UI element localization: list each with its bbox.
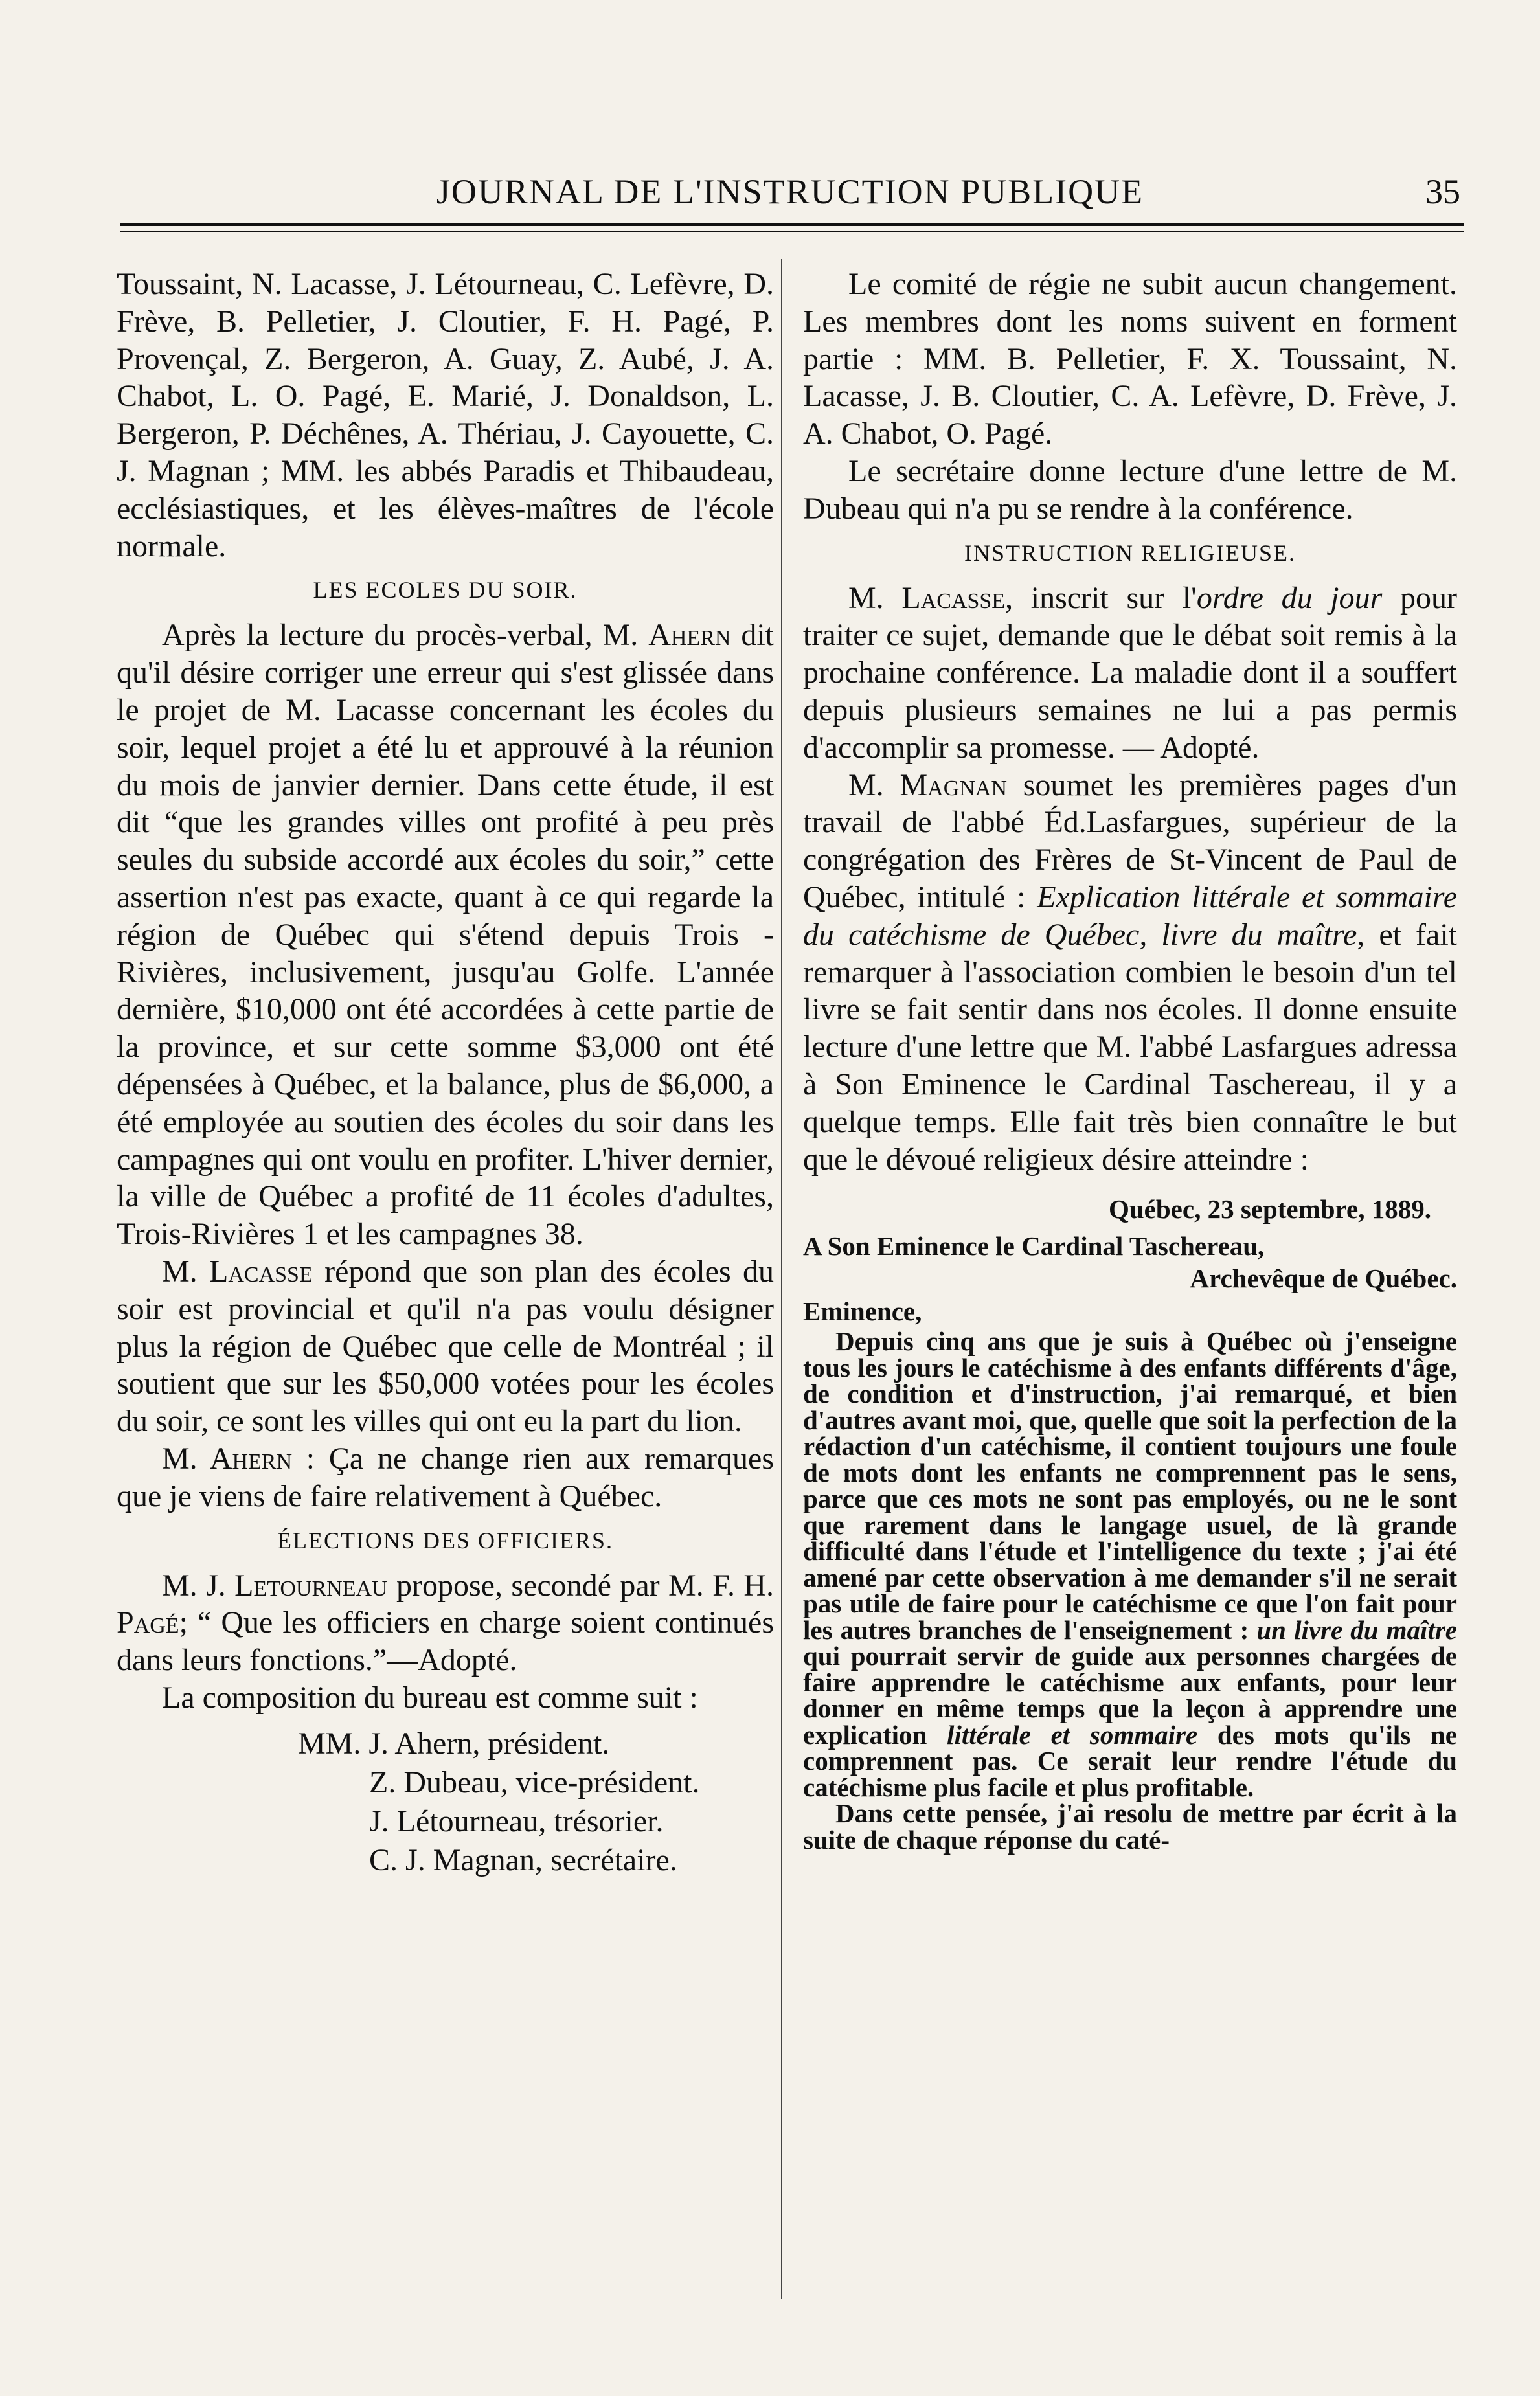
journal-title: JOURNAL DE L'INSTRUCTION PUBLIQUE: [436, 172, 1144, 211]
book-title: Explication littérale et sommaire du catéchisme de Québec, livre du maître: [803, 879, 1457, 952]
officer-line: Z. Dubeau, vice-président.: [369, 1765, 700, 1800]
column-divider: [781, 259, 782, 2299]
paragraph: [803, 453, 1457, 528]
letter-paragraph: [803, 1328, 1457, 1800]
paragraph-text: Après la lecture du procès-verbal, M.: [162, 618, 639, 653]
italic-text: un livre du maître: [1256, 1614, 1457, 1645]
paragraph-text: M. J.: [162, 1568, 226, 1603]
paragraph: [117, 1253, 774, 1440]
right-column: [803, 266, 1457, 1853]
paragraph-text: propose, secondé par M. F. H.: [396, 1568, 774, 1603]
paragraph-text: soumet les premières pages d'un travail de l'abbé Éd.Lasfargues, supérieur de la congrégation des Frères de St-Vincent de Paul de Québec, intitulé :: [803, 767, 1458, 914]
paragraph: [803, 767, 1457, 1179]
letter-recipient-title: Archevêque de Québec.: [1190, 1263, 1457, 1294]
paragraph-text: Dans cette pensée, j'ai resolu de mettre par écrit à la suite de chaque réponse du caté-: [803, 1798, 1457, 1855]
paragraph-text: Depuis cinq ans que je suis à Québec où j'enseigne tous les jours le catéchisme à des enfants différents d'âge, de condition et d'instruction, j'ai remarqué, et bien d'autres avant moi, que, quelle que soit la perfection de la rédaction d'un catéchisme, il contient toujours une foule de mots dont les enfants ne comprennent pas le sens, parce que ces mots ne sont pas employés, ou ne le sont que rarement dans le langage usuel, de là grande difficulté dans l'étude et l'intelligence du texte ; j'ai été amené par cette observation à me demander s'il ne serait pas utile de faire pour le catéchisme ce que l'on fait pour les autres branches de l'enseignement :: [803, 1326, 1457, 1645]
section-heading: LES ECOLES DU SOIR.: [313, 577, 578, 604]
paragraph: [117, 616, 774, 1253]
paragraph-text: , inscrit sur l': [1005, 580, 1197, 615]
paragraph-text: : Ça ne change rien aux remarques que je viens de faire relativement à Québec.: [117, 1441, 775, 1513]
speaker-name: M. Lacasse: [848, 580, 1006, 615]
paragraph: [117, 1679, 774, 1717]
paragraph-text: répond que son plan des écoles du soir est provincial et qu'il n'a pas voulu désigner plus la région de Québec que celle de Montréal ; il soutient que sur les $50,000 votées pour les écoles du soir, ce sont les villes qui ont eu la part du lion.: [117, 1254, 775, 1439]
paragraph: [117, 1440, 774, 1515]
speaker-name: M. Ahern: [162, 1441, 293, 1476]
paragraph-text: , et fait remarquer à l'association combien le besoin d'un tel livre se fait sentir dans nos écoles. Il donne ensuite lecture d'une lettre que M. l'abbé Lasfargues adressa à Son Eminence le Cardinal Taschereau, il y a quelque temps. Elle fait très bien connaître le but que le dévoué religieux désire atteindre :: [803, 917, 1457, 1177]
letter-date: Québec, 23 septembre, 1889.: [1108, 1194, 1431, 1225]
italic-text: littérale et sommaire: [947, 1719, 1198, 1750]
officer-line: C. J. Magnan, secrétaire.: [369, 1842, 677, 1877]
speaker-name: Pagé: [117, 1605, 179, 1640]
header-rule: [120, 223, 1464, 226]
officers-list: [298, 1724, 774, 1880]
officer-line: MM. J. Ahern, président.: [298, 1726, 610, 1761]
paragraph-text: dit qu'il désire corriger une erreur qui s'est glissée dans le projet de M. Lacasse concernant les écoles du soir, lequel projet a été lu et approuvé à la réunion du mois de janvier dernier. Dans cette étude, il est dit “que les grandes villes ont profité à peu près seules du subside accordé aux écoles du soir,” cette assertion n'est pas exacte, quant à ce qui regarde la région de Québec qui s'étend depuis Trois - Rivières, inclusivement, jusqu'au Golfe. L'année dernière, $10,000 ont été accordées à cette partie de la province, et sur cette somme $3,000 ont été dépensées à Québec, et la balance, plus de $6,000, a été employée au soutien des écoles du soir dans les campagnes qui ont voulu en profiter. L'hiver dernier, la ville de Québec a profité de 11 écoles d'adultes, Trois-Rivières 1 et les campagnes 38.: [117, 618, 775, 1252]
speaker-name: Ahern: [648, 618, 731, 653]
section-heading: INSTRUCTION RELIGIEUSE.: [964, 539, 1296, 566]
letter-paragraph: [803, 1800, 1457, 1853]
left-column: [117, 266, 774, 1880]
running-header: [120, 172, 1460, 223]
page-number: 35: [1425, 172, 1460, 211]
paragraph-text: ; “ Que les officiers en charge soient continués dans leurs fonctions.”—Adopté.: [117, 1605, 774, 1678]
paragraph: [117, 1567, 774, 1679]
speaker-name: M. Magnan: [848, 767, 1007, 802]
italic-text: ordre du jour: [1196, 580, 1383, 615]
paragraph-text: des mots qu'ils ne comprennent pas. Ce serait leur rendre l'étude du catéchisme plus facile et plus profitable.: [803, 1719, 1457, 1802]
section-heading: ÉLECTIONS DES OFFICIERS.: [277, 1527, 614, 1554]
header-rule-thin: [120, 231, 1464, 232]
paragraph-text: Le comité de régie ne subit aucun changement. Les membres dont les noms suivent en forment partie : MM. B. Pelletier, F. X. Toussaint, N. Lacasse, J. B. Cloutier, C. A. Lefèvre, D. Frève, J. A. Chabot, O. Pagé.: [803, 267, 1457, 451]
letter-recipient: A Son Eminence le Cardinal Taschereau,: [803, 1230, 1265, 1261]
speaker-name: Letourneau: [234, 1568, 388, 1603]
letter-salutation: Eminence,: [803, 1296, 922, 1326]
speaker-name: M. Lacasse: [162, 1254, 313, 1289]
paragraph-text: Toussaint, N. Lacasse, J. Létourneau, C. Lefèvre, D. Frève, B. Pelletier, J. Cloutier, F. H. Pagé, P. Provençal, Z. Bergeron, A. Guay, Z. Aubé, J. A. Chabot, L. O. Pagé, E. Marié, J. Donaldson, L. Bergeron, P. Déchênes, A. Thériau, J. Cayouette, C. J. Magnan ; MM. les abbés Paradis et Thibaudeau, ecclésiastiques, et les élèves-maîtres de l'école normale.: [117, 267, 774, 563]
officer-line: J. Létourneau, trésorier.: [369, 1803, 664, 1838]
paragraph-text: pour traiter ce sujet, demande que le débat soit remis à la prochaine conférence. La maladie dont il a souffert depuis plusieurs semaines ne lui a pas permis d'accomplir sa promesse. — Adopté.: [803, 580, 1458, 765]
paragraph-text: La composition du bureau est comme suit :: [162, 1680, 698, 1715]
paragraph: [803, 266, 1457, 453]
paragraph-text: Le secrétaire donne lecture d'une lettre de M. Dubeau qui n'a pu se rendre à la conférence.: [803, 453, 1457, 526]
paragraph: [803, 580, 1457, 767]
letter: [803, 1196, 1457, 1853]
paragraph: [117, 266, 774, 565]
paragraph-text: qui pourrait servir de guide aux personnes chargées de faire apprendre le catéchisme aux enfants, pour leur donner en même temps que la leçon à apprendre une explication: [803, 1641, 1457, 1750]
